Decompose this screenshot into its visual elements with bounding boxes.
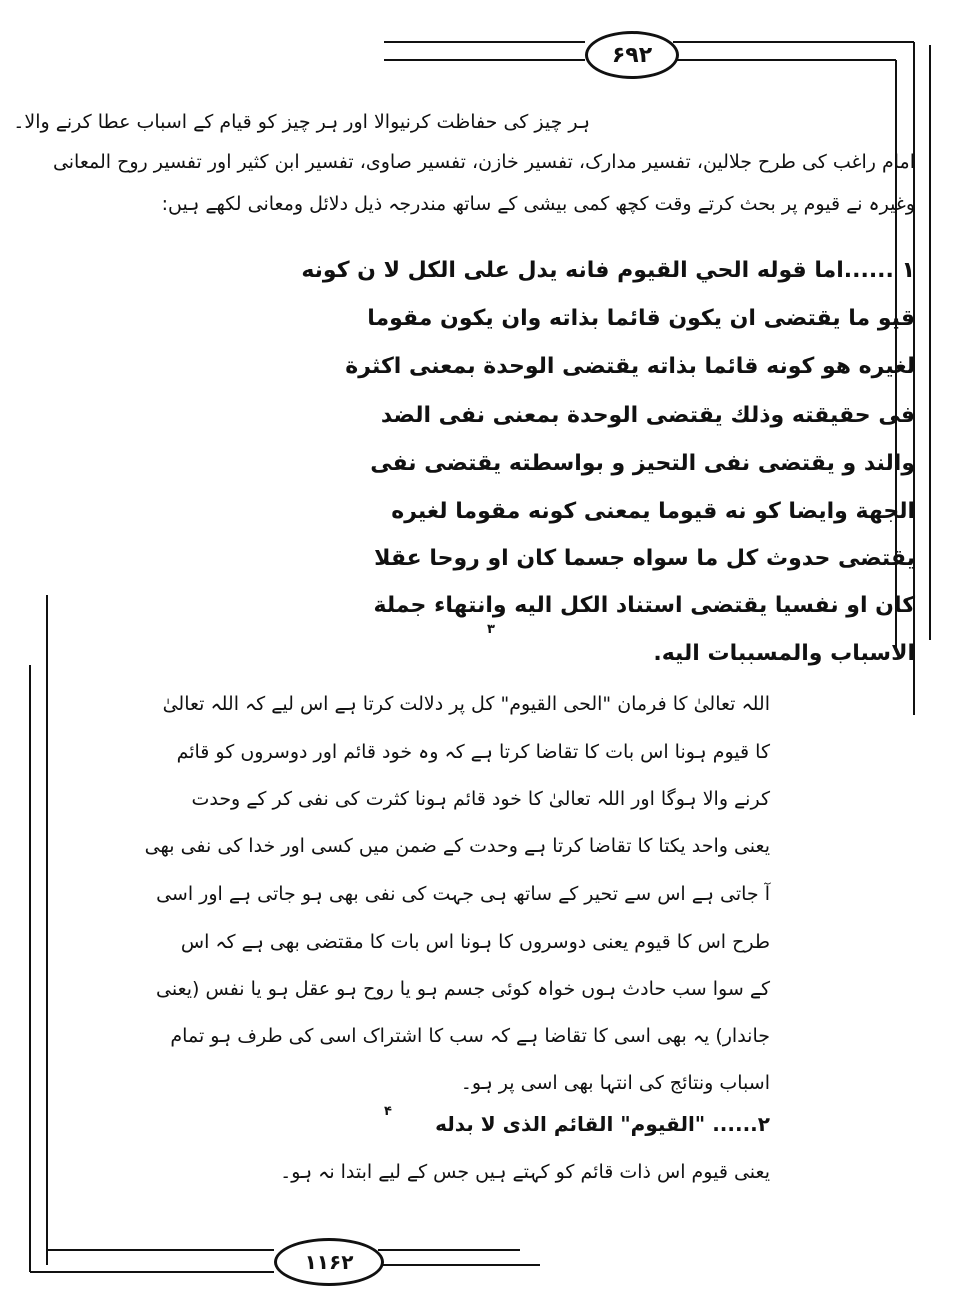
arabic-quote-line-6: الجهة وايضا كو نه قيوما يمعنى كونه مقوما لغيره	[391, 499, 915, 524]
second-point-arabic: ٢...... "القيوم" القائم الذى لا بدله	[435, 1112, 770, 1136]
arabic-quote-line-4: فى حقيقته وذلك يقتضى الوحدة بمعنى نفى الضد	[380, 403, 915, 428]
arabic-quote-line-2: قيو ما يقتضى ان يكون قائما بذاته وان يكون مقوما	[367, 306, 915, 331]
page-number-bottom: ۱۱۶۲	[274, 1238, 384, 1286]
arabic-quote-line-8: كان او نفسيا يقتضى استناد الكل اليه وانتهاء جملة	[373, 593, 915, 618]
second-point-urdu: یعنی قیوم اس ذات قائم کو کہتے ہیں جس کے لیے ابتدا نہ ہو۔	[280, 1161, 770, 1183]
translation-line-1: اللہ تعالیٰ کا فرمان "الحی القیوم" کل پر دلالت کرتا ہے اس لیے کہ اللہ تعالیٰ	[162, 693, 770, 715]
translation-line-8: جاندار) یہ بھی اسی کا تقاضا ہے کہ سب کا اشتراک اسی کی طرف ہو تمام	[170, 1025, 770, 1047]
translation-line-6: طرح اس کا قیوم یعنی دوسروں کا ہونا اس بات کا مقتضی بھی ہے کہ اس	[180, 931, 770, 953]
page-number-top: ۶۹۲	[585, 31, 679, 79]
arabic-quote-line-9: الاسباب والمسببات اليه.	[653, 641, 915, 666]
footnote-marker-4: ۴	[384, 1104, 392, 1119]
arabic-quote-line-1: ١ ......اما قوله الحي القيوم فانه يدل على الكل لا ن كونه	[301, 258, 915, 283]
translation-line-4: یعنی واحد یکتا کا تقاضا کرتا ہے وحدت کے ضمن میں کسی اور خدا کی نفی بھی	[144, 835, 770, 857]
footnote-marker-3: ۳	[487, 622, 495, 637]
translation-line-3: کرنے والا ہوگا اور اللہ تعالیٰ کا خود قائم ہونا کثرت کی نفی کر کے وحدت	[191, 788, 770, 810]
translation-line-5: آ جاتی ہے اس سے تحیر کے ساتھ ہی جہت کی نفی بھی ہو جاتی ہے اور اسی	[156, 883, 770, 905]
arabic-quote-line-5: والند و يقتضى نفى التحيز و بواسطته يقتضى نفى	[370, 451, 915, 476]
intro-line-2: امام راغب کی طرح جلالین، تفسیر مدارک، تفسیر خازن، تفسیر صاوی، تفسیر ابن کثیر اور تفسیر روح المعانی	[52, 151, 915, 173]
arabic-quote-line-7: يقتضى حدوث كل ما سواه جسما كان او روحا عقلا	[374, 546, 915, 571]
intro-line-1: ہر چیز کی حفاظت کرنیوالا اور ہر چیز کو قیام کے اسباب عطا کرنے والا۔	[13, 111, 590, 133]
translation-line-7: کے سوا سب حادث ہوں خواہ کوئی جسم ہو یا روح ہو عقل ہو یا نفس (یعنی	[156, 978, 770, 1000]
translation-line-2: کا قیوم ہونا اس بات کا تقاضا کرتا ہے کہ وہ خود قائم اور دوسروں کو قائم	[176, 741, 770, 763]
arabic-quote-line-3: لغيره هو كونه قائما بذاته يقتضى الوحدة بمعنى اكثرة	[345, 354, 915, 379]
intro-line-3: وغیرہ نے قیوم پر بحث کرتے وقت کچھ کمی بیشی کے ساتھ مندرجہ ذیل دلائل ومعانی لکھے ہیں:	[161, 193, 915, 215]
translation-line-9: اسباب ونتائج کی انتہا بھی اسی پر ہو۔	[460, 1072, 770, 1094]
